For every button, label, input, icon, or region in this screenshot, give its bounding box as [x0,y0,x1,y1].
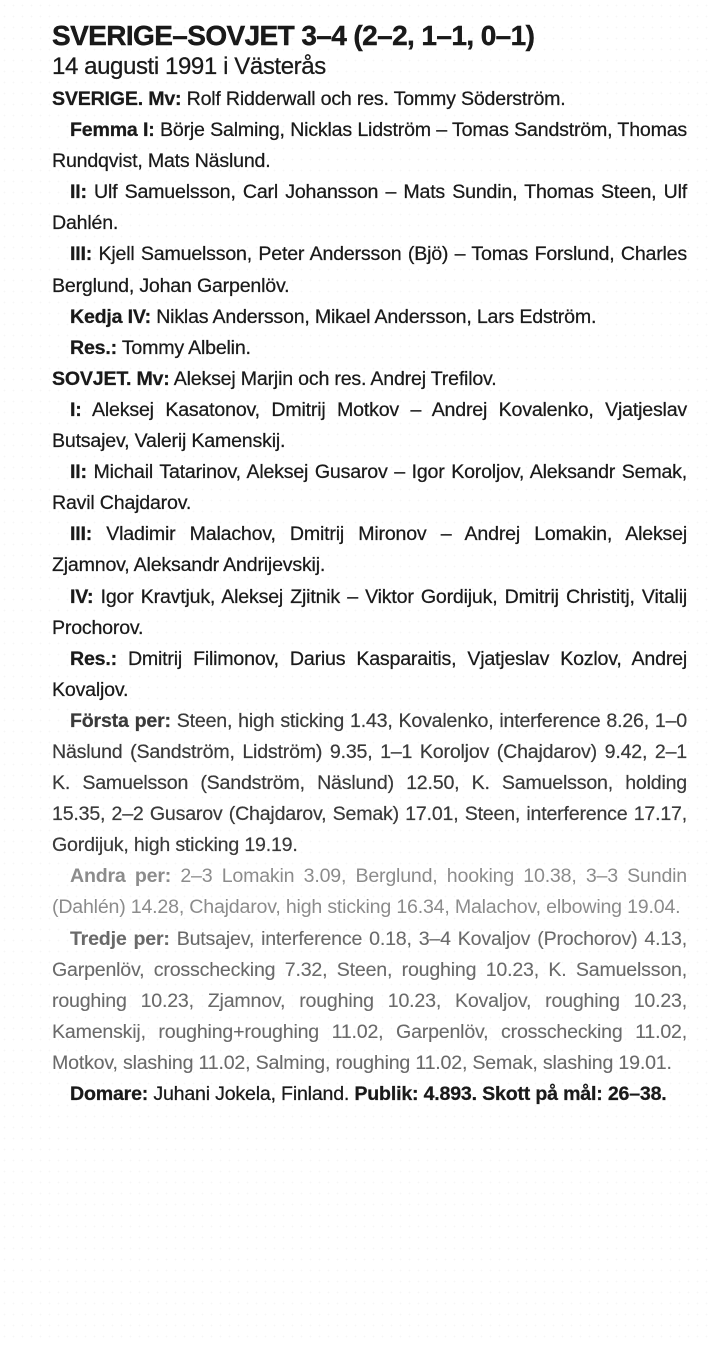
soviet-reserves [52,644,687,706]
line-text: Igor Kravtjuk, Aleksej Zjitnik – Viktor Gordijuk, Dmitrij Christitj, Vitalij Prochorov. [52,585,687,639]
attendance-value: 4.893. [423,1083,477,1105]
soviet-goalies [52,364,687,395]
team-name-sweden: SVERIGE. [52,88,143,110]
line-text: Ulf Samuelsson, Carl Johansson – Mats Sundin, Thomas Steen, Ulf Dahlén. [52,181,688,235]
sweden-reserves [52,333,687,364]
sweden-goalies [52,84,687,115]
period-label: Tredje per: [70,927,170,950]
sweden-line-2 [52,177,687,239]
line-text: Börje Salming, Nicklas Lidström – Tomas Sandström, Thomas Rundqvist, Mats Näslund. [52,119,688,173]
sweden-line-4 [52,302,687,333]
line-label: III: [70,523,93,546]
soviet-line-3 [52,519,687,581]
match-footer [52,1079,687,1110]
line-text: Aleksej Kasatonov, Dmitrij Motkov – Andrej Kovalenko, Vjatjeslav Butsajev, Valerij Kamenskij. [52,398,687,453]
line-label: Femma I: [70,119,155,142]
attendance-label: Publik: [354,1083,419,1105]
goalie-label: Mv: [136,367,170,390]
period-first [52,706,687,861]
period-label: Andra per: [70,865,172,888]
sweden-line-1 [52,115,687,177]
shots-label: Skott på mål: [482,1083,603,1105]
soviet-line-4 [52,582,687,644]
sweden-line-3 [52,239,687,301]
match-dateline: 14 augusti 1991 i Västerås [52,53,326,80]
line-label: I: [70,398,82,421]
referee-label: Domare: [70,1083,149,1105]
soviet-line-2 [52,457,687,519]
line-label: IV: [70,585,94,608]
period-label: Första per: [70,709,171,732]
line-text: Dmitrij Filimonov, Darius Kasparaitis, Vjatjeslav Kozlov, Andrej Kovaljov. [52,647,687,701]
goalie-text: Rolf Ridderwall och res. Tommy Söderström. [186,88,566,110]
referee-name: Juhani Jokela, Finland. [153,1083,350,1105]
goalie-text: Aleksej Marjin och res. Andrej Trefilov. [173,367,497,390]
period-second [52,861,687,923]
match-headline: SVERIGE–SOVJET 3–4 (2–2, 1–1, 0–1) [52,20,535,51]
period-text: Butsajev, interference 0.18, 3–4 Kovaljov (Prochorov) 4.13, Garpenlöv, crosschecking 7.32, Steen, roughing 10.23, K. Samuelsson, roughing 10.23, Zjamnov, roughing 10.23, Kovaljov, roughing 10.23, Kamenskij, roughing+roughing 11.02, Garpenlöv, crosschecking 11.02, Motkov, slashing 11.02, Salming, roughing 11.02, Semak, slashing 19.01. [52,927,687,1074]
line-text: Tommy Albelin. [121,336,251,359]
line-text: Niklas Andersson, Mikael Andersson, Lars Edström. [156,305,597,328]
period-text: Steen, high sticking 1.43, Kovalenko, interference 8.26, 1–0 Näslund (Sandström, Lidström) 9.35, 1–1 Koroljov (Chajdarov) 9.42, 2–1 K. Samuelsson (Sandström, Näslund) 12.50, K. Samuelsson, holding 15.35, 2–2 Gusarov (Chajdarov, Semak) 17.01, Steen, interference 17.17, Gordijuk, high sticking 19.19. [52,709,687,857]
line-label: III: [70,243,93,266]
line-label: Res.: [70,647,117,670]
soviet-line-1 [52,395,687,457]
goalie-label: Mv: [148,88,182,110]
line-text: Kjell Samuelsson, Peter Andersson (Bjö) – Tomas Forslund, Charles Berglund, Johan Garpenlöv. [52,243,687,297]
team-name-soviet: SOVJET. [52,367,132,390]
line-text: Michail Tatarinov, Aleksej Gusarov – Igor Koroljov, Aleksandr Semak, Ravil Chajdarov. [52,461,687,515]
period-text: 2–3 Lomakin 3.09, Berglund, hooking 10.38, 3–3 Sundin (Dahlén) 14.28, Chajdarov, high sticking 16.34, Malachov, elbowing 19.04. [52,865,687,919]
line-label: Kedja IV: [70,305,151,328]
shots-value: 26–38. [607,1083,667,1105]
line-label: Res.: [70,336,117,359]
line-label: II: [70,181,87,204]
period-third [52,924,687,1079]
line-text: Vladimir Malachov, Dmitrij Mironov – Andrej Lomakin, Aleksej Zjamnov, Aleksandr Andrijevskij. [52,523,687,577]
line-label: II: [70,461,87,484]
